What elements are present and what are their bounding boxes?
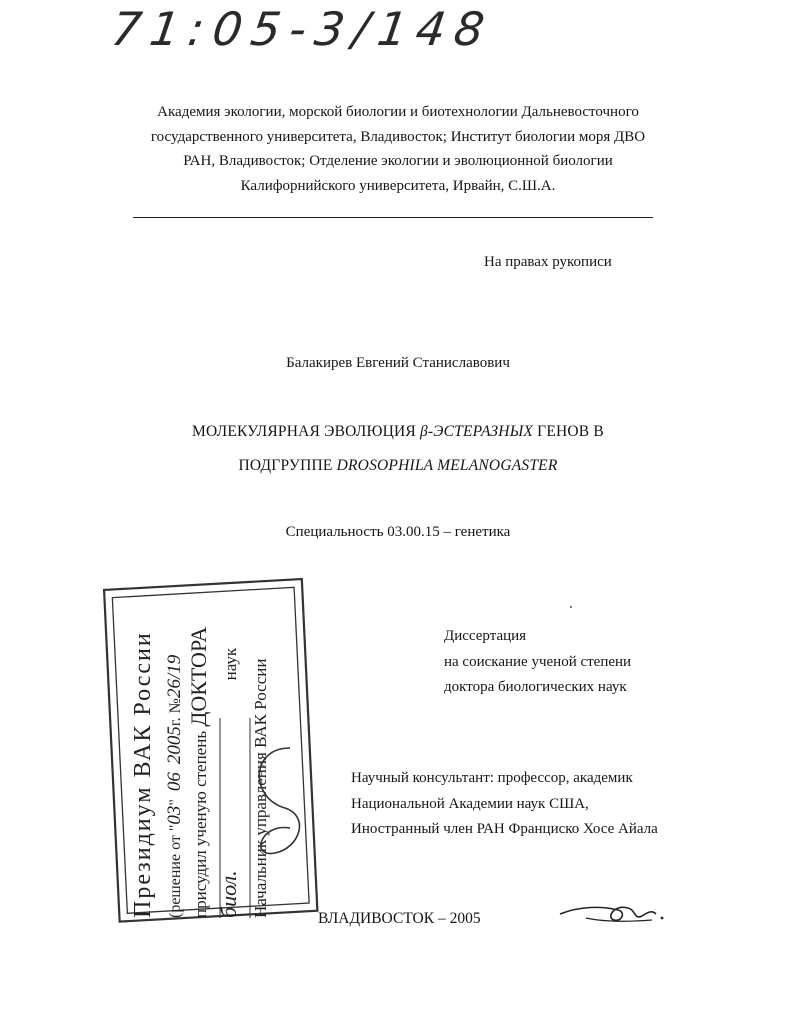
title-text: ПОДГРУППЕ <box>238 457 337 474</box>
manuscript-rights-note: На правах рукописи <box>484 254 612 270</box>
scan-speck <box>570 606 572 608</box>
horizontal-divider <box>133 217 653 218</box>
dissertation-title-line-1 <box>0 423 796 441</box>
stamp-decision-suffix: г. № <box>167 698 184 727</box>
stamp-handwritten-number: 26/19 <box>164 654 185 699</box>
title-italic-text: DROSOPHILA MELANOGASTER <box>336 457 558 474</box>
affiliation-line: государственного университета, Владивосток; Институт биологии моря ДВО <box>150 128 646 145</box>
stamp-handwritten-year: 2005 <box>164 726 185 765</box>
consultant-line: Научный консультант: профессор, академик <box>351 770 633 786</box>
affiliation-block <box>120 100 676 198</box>
svg-text:присудил ученую степень ДОКТОР <box>186 627 211 918</box>
stamp-handwritten-field: биол. <box>216 870 241 918</box>
vak-approval-stamp <box>100 578 340 938</box>
dissertation-title-line-2 <box>0 457 796 475</box>
stamp-handwritten-day: 03 <box>164 805 185 825</box>
dissertation-type-block <box>444 624 631 701</box>
svg-text:(решение от "03"062005г. №26/1 <box>164 654 185 918</box>
handwritten-signature <box>556 896 668 932</box>
author-name: Балакирев Евгений Станиславович <box>286 355 510 371</box>
city-year: ВЛАДИВОСТОК – 2005 <box>318 910 481 927</box>
stamp-degree: ДОКТОРА <box>186 626 211 727</box>
consultant-line: Иностранный член РАН Франциско Хосе Айала <box>351 821 658 837</box>
stamp-text-line-5: Начальник управления ВАК России <box>251 658 270 918</box>
stamp-field-suffix: наук <box>221 647 240 681</box>
affiliation-line: Калифорнийского университета, Ирвайн, С.Ш.А. <box>240 177 556 194</box>
stamp-text-line-1: Президиум ВАК России <box>130 631 156 918</box>
stamp-decision-prefix: (решение от " <box>167 824 184 918</box>
title-text: МОЛЕКУЛЯРНАЯ ЭВОЛЮЦИЯ <box>192 423 420 440</box>
dissertation-line: доктора биологических наук <box>444 679 627 695</box>
dissertation-line: Диссертация <box>444 628 527 644</box>
affiliation-line: РАН, Владивосток; Отделение экологии и эволюционной биологии <box>183 153 613 169</box>
stamp-handwritten-month: 06 <box>164 772 185 792</box>
title-italic-text: β-ЭСТЕРАЗНЫХ <box>420 423 534 440</box>
affiliation-line: Академия экологии, морской биологии и биотехнологии Дальневосточного <box>157 104 639 120</box>
specialty-line: Специальность 03.00.15 – генетика <box>285 524 511 540</box>
archive-code-handwritten: 71:05-3/148 <box>108 2 497 56</box>
stamp-decision-mid: " <box>167 799 184 806</box>
consultant-line: Национальной Академии наук США, <box>351 795 589 812</box>
title-text: ГЕНОВ В <box>533 423 604 440</box>
dissertation-line: на соискание ученой степени <box>444 653 632 670</box>
scientific-consultant-block <box>351 766 658 843</box>
stamp-degree-prefix: присудил ученую степень <box>191 726 210 918</box>
